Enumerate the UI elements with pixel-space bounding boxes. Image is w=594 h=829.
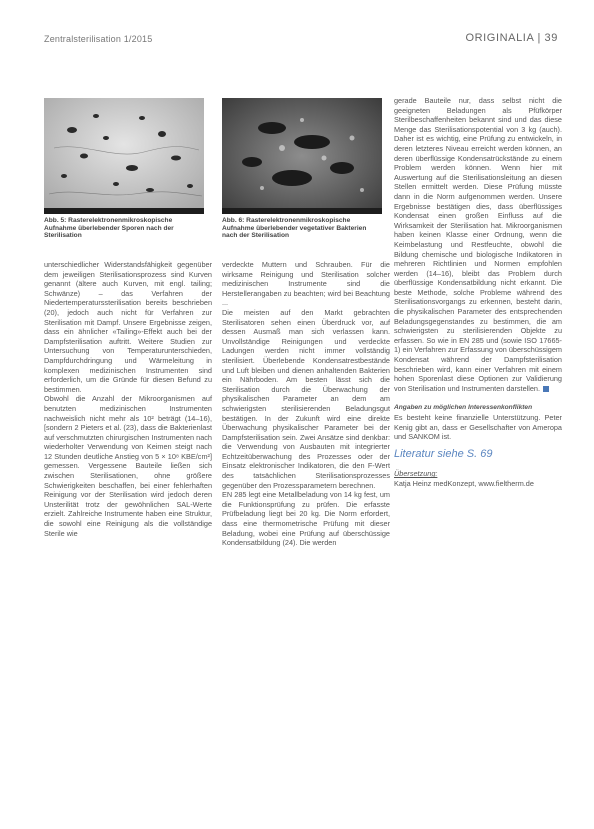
end-of-article-marker xyxy=(543,386,549,392)
paragraph xyxy=(394,96,562,393)
paragraph-text: gerade Bauteile nur, dass selbst nicht die geeigneten Beladungen als Pfüfkörper Sterilbeschaffenheiten bekannt sind und das diese Menge das Sterilisationspotential von 3 kg (auch). Daher ist es wichtig, eine Prüfung zu entwickeln, in deren letzteres Niveau erreicht werden können, an deren überflüssige Kondensatrückstände zu einem Problem werden können. Wenn hier mit Auswertung auf die Sterilisationsleitung an diesen Stellen ermittelt werden. Diese Prüfung müsste dann in die Norm aufgenommen werden. Unsere Ergebnisse bestätigen dies, dass überflüssiges Kondensat einen großen Einfluss auf die Wirksamkeit der Sterilisation hat. Mikroorganismen haben keinen Klasse einer Ordnung, wenn die Keimbelastung und Restfeuchte, obwohl die Bildung chemische und biologische Indikatoren in mehreren Richtlinien und Normen empfohlen werden (14–16), bleibt das Problem durch überflüssige Kondensatbildung nicht erkannt. Die beste Methode, solche Probleme während des Sterilisationsvorgangs zu erkennen, besteht darin, die physikalischen Parameter des entsprechenden Beladungsgegenstandes zu bestimmen, die am schwierigsten zu sterilisierenden Objekte zu erfassen. So wie in EN 285 und (sowie ISO 17665-1) ein Verfahren zur Erfassung von überschüssigem Kondensat während der Dampfsterilisation beschrieben wird, kann einer Verfahren mit einem hohen Sporenlast diese Optionen zur Validierung von Sterilisation und Instrumenten darstellen. xyxy=(394,96,562,393)
text-column-1 xyxy=(44,260,212,538)
paragraph: unterschiedlicher Widerstandsfähigkeit gegenüber dem jeweiligen Sterilisationsprozess sind Kurven genannt (ältere auch Kurven, mit engl. tailing; Schwänze) – das Verfahren der Niedertemperaturssterilisation bereits beschrieben (20), jedoch auch nicht für Verfahren zur Sterilisation mit Dampf. Unsere Ergebnisse zeigen, dass ein ähnlicher «Tailing»-Effekt auch bei der Dampfsterilisation auftritt. Weitere Studien zur Untersuchung von Temperaturunterschieden, Dampfdurchdringung und Wärmeleitung in komplexen medizinischen Instrumenten sind erforderlich, um die Gründe für diesen Befund zu bestimmen. xyxy=(44,260,212,394)
sem-image-bacteria xyxy=(222,98,382,214)
translation-text: Katja Heinz medKonzept, www.fieltherm.de xyxy=(394,478,534,488)
paragraph: Die meisten auf den Markt gebrachten Sterilisatoren sehen einen Überdruck vor, auf dessen Ausmaß man sich verlassen kann. Unvollständige Reinigungen und verdeckte Ladungen werden nicht immer vollständig sterilisiert. Überlebende Kondensatrestbestände und Luft bleiben und dienen anhaltenden Bakterien ein Nährboden. Am besten lässt sich die Sterilisation durch die Überwachung der physikalischen Parameter an dem am schwierigsten sterilisierenden Beladungsgut bestätigen. In der Zukunft wird eine direkte Überwachung physikalischer Parameter bei der Dampfsterilisation sein. Zwei Ansätze sind denkbar: die Verwendung von Ausbauten mit integrierter Echtzeitüberwachung des Prozesses oder der Einsatz elektronischer Indikatoren, die den F-Wert des tatsächlichen Sterilisationsprozesses gegenüber den Prozessparametern berechnen. xyxy=(222,307,390,490)
translation-heading: Übersetzung: xyxy=(394,469,438,479)
sem-image-spores xyxy=(44,98,204,214)
figure-caption: Abb. 6: Rasterelektronenmikroskopische Aufnahme überlebender vegetativer Bakterien nach der Sterilisation xyxy=(222,217,367,240)
paragraph: Obwohl die Anzahl der Mikroorganismen auf benutzten medizinischen Instrumenten nachweislich nicht mehr als 10² beträgt (14–16), [sondern 2 Pieters et al. (23), dass die Bakterienlast auf verschmutzten chirurgischen Instrumenten nach wiederholter Verwendung von Keimen steigt nach 12 Stunden deutliche Anstieg von 5 × 10⁸ KBE/cm²] gemessen. Vergessene Bauteile ließen sich zwischen Sterilisationen, ohne größere Schwierigkeiten beschaffen, bei einer fehlerhaften Reinigung vor der Sterilisation wird jedoch deren Unsterilität trotz der gewöhnlichen SAL-Werte erzielt. Zahlreiche Instrumente haben eine Struktur, die sowohl eine Reinigung als die vollständige Sterile wie xyxy=(44,394,212,538)
text-column-3 xyxy=(394,96,562,489)
scale-bar xyxy=(44,208,204,214)
text-column-2 xyxy=(222,260,390,548)
figure-caption: Abb. 5: Rasterelektronenmikroskopische Aufnahme überlebender Sporen nach der Sterilisation xyxy=(44,217,174,240)
conflict-of-interest-text: Es besteht keine finanzielle Unterstützung. Peter Kenig gibt an, dass er Gesellschafter von Ameropa und SANKOM ist. xyxy=(394,413,562,442)
scale-bar xyxy=(222,208,382,214)
figure-6 xyxy=(222,98,382,240)
journal-title: Zentralsterilisation 1/2015 xyxy=(44,34,153,44)
page-header xyxy=(44,34,558,48)
figure-5 xyxy=(44,98,204,240)
sem-texture xyxy=(44,98,204,214)
paragraph: verdeckte Muttern und Schrauben. Für die wirksame Reinigung und Sterilisation solcher medizinischen Instrumente sind die Herstellerangaben zu beachten; wird bei Beachtung ... xyxy=(222,260,390,308)
paragraph: EN 285 legt eine Metallbeladung von 14 kg fest, um die Funktionsprüfung zu prüfen. Die erfasste Prüfbeladung liegt bei 20 kg. Die Norm erfordert, dass eine thermometrische Prüfung mit dieser Beladung, wobei eine Prüfung auf überschüssige Kondensatbildung (24). Die werden xyxy=(222,490,390,548)
sem-texture xyxy=(222,98,382,214)
conflict-of-interest-heading: Angaben zu möglichen Interessenkonflikten xyxy=(394,404,533,412)
section-page-number: ORIGINALIA | 39 xyxy=(465,32,558,44)
literature-reference: Literatur siehe S. 69 xyxy=(394,447,493,460)
